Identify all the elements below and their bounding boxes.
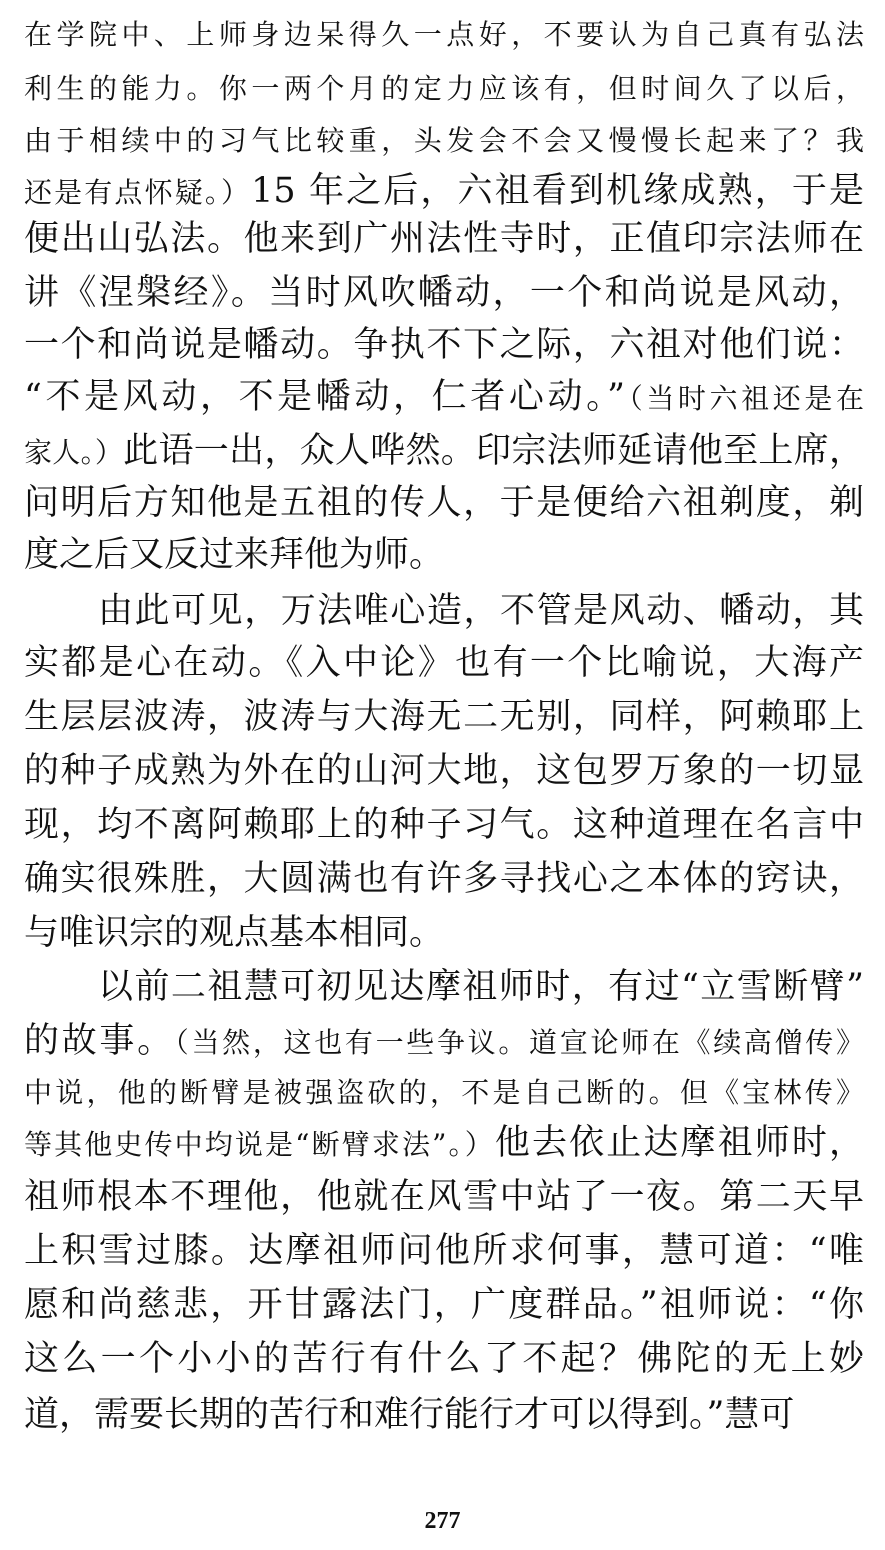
body-text-segment: 由此可见，万法唯心造，不管是风动、幡动，其 — [98, 591, 864, 631]
text-line — [24, 798, 864, 852]
annotation-text: 在学院中、上师身边呆得久一点好，不要认为自己真有弘法 — [24, 18, 864, 51]
annotation-text: 利生的能力。你一两个月的定力应该有，但时间久了以后， — [24, 72, 864, 105]
annotation-text: 等其他史传中均说是“断臂求法”。） — [24, 1128, 495, 1161]
annotation-text: （当然，这也有一些争议。道宣论师在《续高僧传》 — [174, 1026, 864, 1059]
text-line — [24, 1014, 864, 1068]
text-line — [24, 370, 864, 424]
text-line — [24, 164, 864, 218]
text-line — [24, 1116, 864, 1170]
text-line — [24, 528, 864, 582]
text-line — [24, 476, 864, 530]
text-line — [24, 906, 864, 960]
text-line — [98, 960, 864, 1014]
text-line — [24, 212, 864, 266]
body-text-segment: 确实很殊胜，大圆满也有许多寻找心之本体的窍诀， — [24, 859, 864, 899]
text-line — [24, 1224, 864, 1278]
text-line — [24, 60, 864, 114]
body-text-segment: 这么一个小小的苦行有什么了不起？佛陀的无上妙 — [24, 1339, 864, 1379]
text-line — [24, 266, 864, 320]
text-line — [24, 690, 864, 744]
body-text-segment: 一个和尚说是幡动。争执不下之际，六祖对他们说： — [24, 325, 864, 365]
body-text-segment: 祖师根本不理他，他就在风雪中站了一夜。第二天早 — [24, 1177, 864, 1217]
text-line — [24, 1388, 864, 1442]
body-text-segment: 便出山弘法。他来到广州法性寺时，正值印宗法师在 — [24, 219, 864, 259]
text-line — [24, 744, 864, 798]
body-text-segment: 此语一出，众人哗然。印宗法师延请他至上席， — [123, 431, 864, 471]
body-text-segment: 上积雪过膝。达摩祖师问他所求何事，慧可道：“唯 — [24, 1231, 864, 1271]
annotation-text: 还是有点怀疑。） — [24, 176, 252, 209]
body-text-segment: 问明后方知他是五祖的传人，于是便给六祖剃度，剃 — [24, 483, 864, 523]
body-text-segment: 愿和尚慈悲，开甘露法门，广度群品。”祖师说：“你 — [24, 1285, 864, 1325]
text-line — [24, 1064, 864, 1118]
body-text-segment: 道，需要长期的苦行和难行能行才可以得到。”慧可 — [24, 1395, 795, 1435]
annotation-text: 中说，他的断臂是被强盗砍的，不是自己断的。但《宝林传》 — [24, 1076, 864, 1109]
body-text-segment: 与唯识宗的观点基本相同。 — [24, 913, 445, 953]
body-text-segment: 的种子成熟为外在的山河大地，这包罗万象的一切显 — [24, 751, 864, 791]
text-line — [24, 636, 864, 690]
text-line — [24, 1170, 864, 1224]
body-text-segment: 讲《涅槃经》。当时风吹幡动，一个和尚说是风动， — [24, 273, 864, 313]
body-text-segment: 度之后又反过来拜他为师。 — [24, 535, 445, 575]
annotation-text: 家人。） — [24, 436, 124, 469]
body-text-segment: 他去依止达摩祖师时， — [494, 1123, 864, 1163]
text-line — [24, 318, 864, 372]
body-text-segment: 现，均不离阿赖耶上的种子习气。这种道理在名言中 — [24, 805, 864, 845]
body-text-segment: 实都是心在动。《入中论》也有一个比喻说，大海产 — [24, 643, 864, 683]
text-line — [24, 1278, 864, 1332]
text-line — [24, 6, 864, 60]
text-line — [24, 1332, 864, 1386]
annotation-text: 由于相续中的习气比较重，头发会不会又慢慢长起来了？我 — [24, 124, 864, 157]
annotation-text: （当时六祖还是在 — [625, 382, 864, 415]
body-text-segment: 的故事。 — [24, 1021, 175, 1061]
text-line — [98, 584, 864, 638]
body-text-segment: “不是风动，不是幡动，仁者心动。” — [24, 377, 626, 417]
page-number: 277 — [424, 1508, 461, 1534]
text-line — [24, 424, 864, 478]
body-text-segment: 15 年之后，六祖看到机缘成熟，于是 — [251, 171, 864, 211]
body-text-segment: 生层层波涛，波涛与大海无二无别，同样，阿赖耶上 — [24, 697, 864, 737]
text-line — [24, 112, 864, 166]
body-text-segment: 以前二祖慧可初见达摩祖师时，有过“立雪断臂” — [98, 967, 864, 1007]
text-line — [24, 852, 864, 906]
